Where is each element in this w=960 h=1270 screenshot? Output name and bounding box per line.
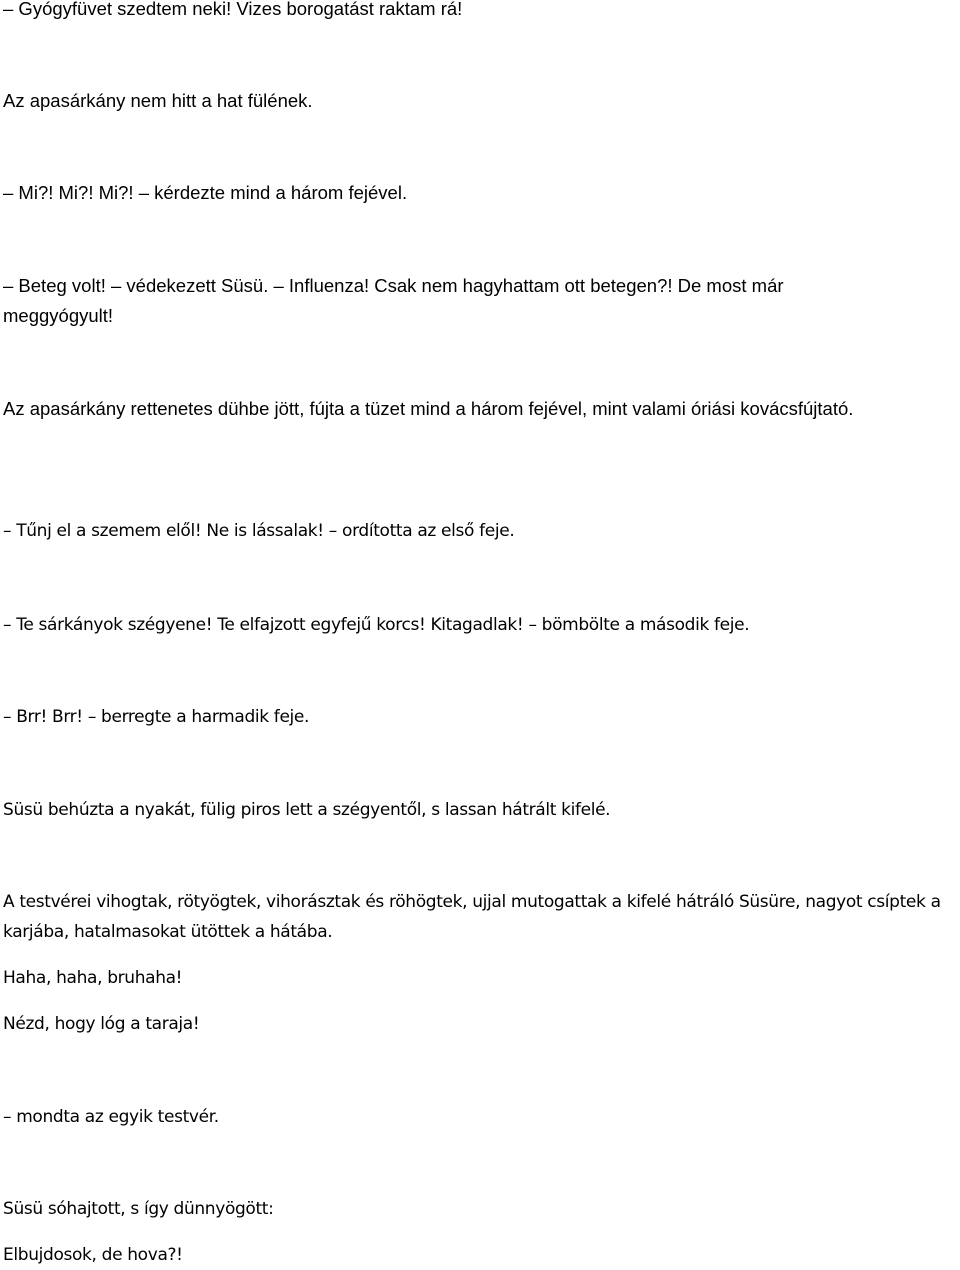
paragraph-15: Elbujdosok, de hova?!	[3, 1245, 183, 1265]
paragraph-10: A testvérei vihogtak, rötyögtek, vihorásztak és röhögtek, ujjal mutogattak a kifelé hátráló Süsüre, nagyot csíptek a karjába, hatalmasokat ütöttek a hátába.	[3, 892, 941, 942]
paragraph-14: Süsü sóhajtott, s így dünnyögött:	[3, 1199, 274, 1219]
paragraph-8: – Brr! Brr! – berregte a harmadik feje.	[3, 707, 310, 727]
paragraph-5: Az apasárkány rettenetes dühbe jött, fújta a tüzet mind a három fejével, mint valami óriási kovácsfújtató.	[3, 398, 854, 419]
paragraph-11: Haha, haha, bruhaha!	[3, 968, 183, 988]
paragraph-6: – Tűnj el a szemem elől! Ne is lássalak! – ordította az első feje.	[3, 521, 515, 541]
paragraph-3: – Mi?! Mi?! Mi?! – kérdezte mind a három fejével.	[3, 182, 408, 203]
paragraph-13: – mondta az egyik testvér.	[3, 1107, 219, 1127]
paragraph-1: – Gyógyfüvet szedtem neki! Vizes borogatást raktam rá!	[3, 0, 463, 19]
paragraph-4: – Beteg volt! – védekezett Süsü. – Influenza! Csak nem hagyhattam ott betegen?! De most már meggyógyult!	[3, 275, 784, 326]
paragraph-12: Nézd, hogy lóg a taraja!	[3, 1014, 200, 1034]
paragraph-2: Az apasárkány nem hitt a hat fülének.	[3, 90, 313, 111]
paragraph-7: – Te sárkányok szégyene! Te elfajzott egyfejű korcs! Kitagadlak! – bömbölte a második feje.	[3, 615, 750, 635]
paragraph-9: Süsü behúzta a nyakát, fülig piros lett a szégyentől, s lassan hátrált kifelé.	[3, 800, 611, 820]
